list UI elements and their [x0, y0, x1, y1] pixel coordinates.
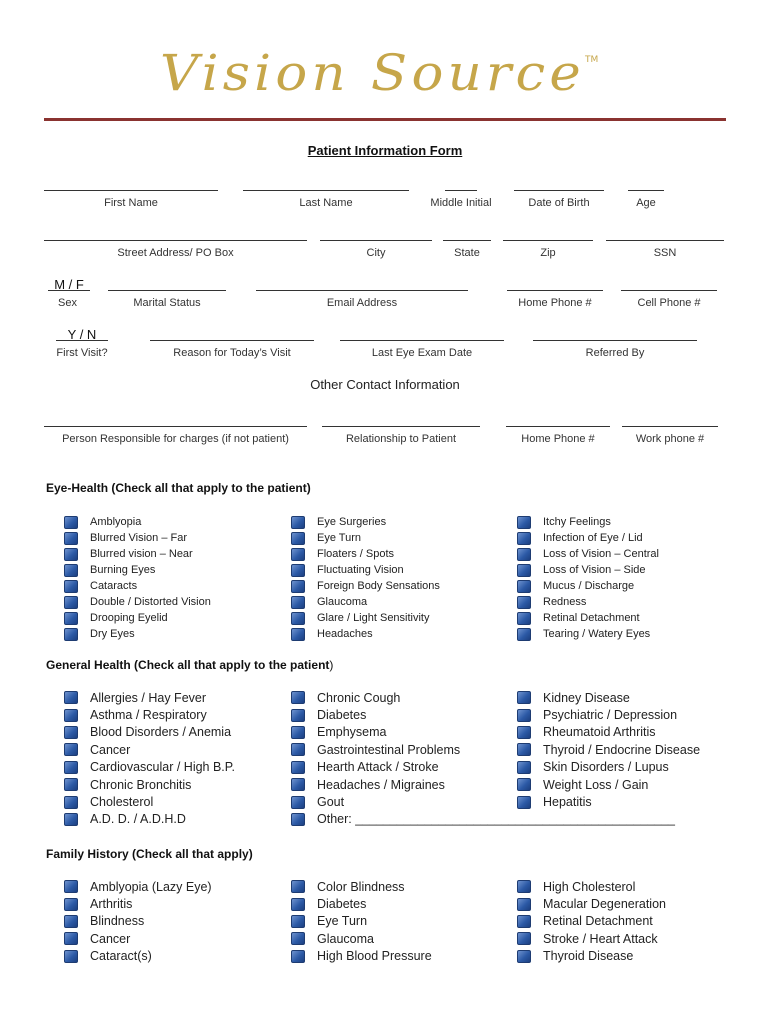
- street-address-label: Street Address/ PO Box: [117, 247, 234, 259]
- checkbox[interactable]: [64, 726, 78, 739]
- checkbox-label: Arthritis: [90, 897, 133, 912]
- checkbox[interactable]: [517, 612, 531, 625]
- general-health-col1-item[interactable]: [64, 776, 235, 793]
- checkbox-label: Glaucoma: [317, 931, 374, 946]
- header-divider: [44, 118, 726, 121]
- checkbox-label: Hepatitis: [543, 795, 592, 810]
- checkbox[interactable]: [517, 580, 531, 593]
- family-history-col1-item[interactable]: [64, 948, 212, 965]
- eye-health-col2-item[interactable]: [291, 514, 440, 530]
- eye-health-col3-item[interactable]: [517, 594, 659, 610]
- family-history-col3-item[interactable]: [517, 913, 666, 930]
- eye-health-col1-item[interactable]: [64, 594, 211, 610]
- marital-status-field[interactable]: [108, 279, 226, 309]
- eye-health-col3-item[interactable]: [517, 514, 659, 530]
- checkbox-label: Emphysema: [317, 725, 387, 740]
- work-phone-label: Work phone #: [635, 433, 705, 445]
- work-phone-line[interactable]: [622, 415, 718, 427]
- checkbox[interactable]: [517, 532, 531, 545]
- checkbox[interactable]: [64, 932, 78, 945]
- eye-health-col2-item[interactable]: [291, 610, 440, 626]
- general-health-col3-item[interactable]: [517, 741, 700, 758]
- checkbox[interactable]: [291, 743, 305, 756]
- checkbox-label: Psychiatric / Depression: [543, 708, 678, 723]
- checkbox[interactable]: [291, 691, 305, 704]
- zip-field[interactable]: [503, 229, 593, 259]
- checkbox[interactable]: [64, 778, 78, 791]
- checkbox-label: Redness: [543, 596, 587, 608]
- general-health-col1-item[interactable]: [64, 793, 235, 810]
- cell-phone-label: Cell Phone #: [637, 297, 701, 309]
- checkbox-label: High Blood Pressure: [317, 949, 432, 964]
- checkbox[interactable]: [291, 580, 305, 593]
- ssn-label: SSN: [653, 247, 677, 259]
- checkbox[interactable]: [517, 761, 531, 774]
- middle-initial-line[interactable]: [445, 179, 477, 191]
- checkbox-label: Diabetes: [317, 708, 367, 723]
- checkbox-label: Foreign Body Sensations: [317, 580, 440, 592]
- checkbox[interactable]: [64, 548, 78, 561]
- sex-value[interactable]: M / F: [48, 279, 90, 291]
- checkbox-label: Gastrointestinal Problems: [317, 742, 461, 757]
- checkbox-label: Cholesterol: [90, 795, 154, 810]
- city-field[interactable]: [320, 229, 432, 259]
- checkbox[interactable]: [291, 516, 305, 529]
- general-health-col2-item[interactable]: [291, 811, 675, 828]
- work-phone-field[interactable]: [622, 415, 718, 445]
- eye-health-col3-item[interactable]: [517, 530, 659, 546]
- general-health-col3-item[interactable]: [517, 724, 700, 741]
- marital-status-line[interactable]: [108, 279, 226, 291]
- reason-line[interactable]: [150, 329, 314, 341]
- general-health-col3-item[interactable]: [517, 793, 700, 810]
- city-label: City: [366, 247, 386, 259]
- checkbox[interactable]: [64, 516, 78, 529]
- general-health-title-text: General Health (Check all that apply to the patient: [46, 658, 330, 672]
- family-history-col3-item[interactable]: [517, 895, 666, 912]
- checkbox-label: Itchy Feelings: [543, 516, 611, 528]
- form-title: Patient Information Form: [307, 143, 463, 158]
- home-phone-field[interactable]: [507, 279, 603, 309]
- family-history-col2-item[interactable]: [291, 895, 432, 912]
- responsible-party-line[interactable]: [44, 415, 307, 427]
- checkbox-label: Dry Eyes: [90, 628, 135, 640]
- checkbox-label: Cancer: [90, 742, 131, 757]
- checkbox[interactable]: [64, 612, 78, 625]
- first-name-label: First Name: [104, 197, 158, 209]
- checkbox-label: Cataract(s): [90, 949, 152, 964]
- street-address-line[interactable]: [44, 229, 307, 241]
- other-home-phone-field[interactable]: [506, 415, 610, 445]
- eye-health-col1-item[interactable]: [64, 562, 211, 578]
- checkbox-label: Glare / Light Sensitivity: [317, 612, 430, 624]
- checkbox[interactable]: [64, 813, 78, 826]
- checkbox-label: Macular Degeneration: [543, 897, 666, 912]
- checkbox[interactable]: [517, 915, 531, 928]
- family-history-col3-item[interactable]: [517, 930, 666, 947]
- checkbox[interactable]: [517, 880, 531, 893]
- checkbox[interactable]: [64, 709, 78, 722]
- family-history-col2-item[interactable]: [291, 948, 432, 965]
- first-visit-value[interactable]: Y / N: [56, 329, 108, 341]
- checkbox[interactable]: [291, 596, 305, 609]
- checkbox-label: Double / Distorted Vision: [90, 596, 211, 608]
- checkbox[interactable]: [64, 596, 78, 609]
- checkbox[interactable]: [291, 612, 305, 625]
- checkbox-label: Headaches / Migraines: [317, 777, 445, 792]
- checkbox[interactable]: [291, 564, 305, 577]
- general-health-col1-item[interactable]: [64, 741, 235, 758]
- eye-health-col1-item[interactable]: [64, 578, 211, 594]
- zip-line[interactable]: [503, 229, 593, 241]
- other-home-phone-line[interactable]: [506, 415, 610, 427]
- checkbox-label: Loss of Vision – Side: [543, 564, 646, 576]
- eye-health-col2-item[interactable]: [291, 578, 440, 594]
- checkbox[interactable]: [291, 532, 305, 545]
- checkbox[interactable]: [64, 580, 78, 593]
- general-health-col3: [517, 689, 700, 811]
- checkbox[interactable]: [291, 932, 305, 945]
- checkbox[interactable]: [517, 898, 531, 911]
- eye-health-col2: [291, 514, 440, 642]
- checkbox[interactable]: [64, 880, 78, 893]
- last-exam-field[interactable]: [340, 329, 504, 359]
- checkbox[interactable]: [517, 548, 531, 561]
- checkbox[interactable]: [291, 796, 305, 809]
- general-health-col1-item[interactable]: [64, 689, 235, 706]
- referred-by-line[interactable]: [533, 329, 697, 341]
- zip-label: Zip: [540, 247, 556, 259]
- sex-label: Sex: [58, 297, 77, 309]
- checkbox[interactable]: [64, 743, 78, 756]
- checkbox[interactable]: [517, 564, 531, 577]
- last-exam-label: Last Eye Exam Date: [371, 347, 473, 359]
- checkbox[interactable]: [517, 932, 531, 945]
- dob-line[interactable]: [514, 179, 604, 191]
- general-health-title-end: ): [329, 658, 334, 672]
- checkbox[interactable]: [64, 898, 78, 911]
- last-exam-line[interactable]: [340, 329, 504, 341]
- checkbox-label: Loss of Vision – Central: [543, 548, 659, 560]
- dob-label: Date of Birth: [528, 197, 590, 209]
- first-visit-field[interactable]: [56, 329, 108, 359]
- relationship-line[interactable]: [322, 415, 480, 427]
- cell-phone-line[interactable]: [621, 279, 717, 291]
- checkbox[interactable]: [291, 709, 305, 722]
- checkbox[interactable]: [517, 709, 531, 722]
- checkbox[interactable]: [517, 596, 531, 609]
- checkbox-label: Kidney Disease: [543, 690, 630, 705]
- eye-health-col2-item[interactable]: [291, 546, 440, 562]
- checkbox[interactable]: [291, 813, 305, 826]
- checkbox-label: Chronic Bronchitis: [90, 777, 192, 792]
- checkbox-label: Stroke / Heart Attack: [543, 931, 658, 946]
- eye-health-title: Eye-Health (Check all that apply to the patient): [46, 481, 311, 495]
- checkbox[interactable]: [291, 950, 305, 963]
- checkbox[interactable]: [517, 950, 531, 963]
- checkbox-label: Gout: [317, 795, 345, 810]
- checkbox[interactable]: [64, 628, 78, 641]
- checkbox-label: Blindness: [90, 914, 145, 929]
- state-field[interactable]: [443, 229, 491, 259]
- checkbox[interactable]: [517, 691, 531, 704]
- checkbox[interactable]: [517, 726, 531, 739]
- checkbox-label: Burning Eyes: [90, 564, 156, 576]
- family-history-title: Family History (Check all that apply): [46, 847, 253, 861]
- ssn-line[interactable]: [606, 229, 724, 241]
- checkbox[interactable]: [291, 915, 305, 928]
- family-history-col2: [291, 878, 432, 965]
- logo-mark: [160, 40, 610, 102]
- eye-health-col1-item[interactable]: [64, 626, 211, 642]
- eye-health-col3: [517, 514, 659, 642]
- checkbox-label: Eye Turn: [317, 914, 368, 929]
- general-health-col1-item[interactable]: [64, 706, 235, 723]
- first-visit-label: First Visit?: [56, 347, 108, 359]
- eye-health-col1-item[interactable]: [64, 530, 211, 546]
- checkbox[interactable]: [517, 796, 531, 809]
- home-phone-line[interactable]: [507, 279, 603, 291]
- checkbox-label: Fluctuating Vision: [317, 564, 404, 576]
- eye-health-col2-item[interactable]: [291, 594, 440, 610]
- reason-label: Reason for Today’s Visit: [173, 347, 291, 359]
- general-health-col3-item[interactable]: [517, 759, 700, 776]
- vision-source-logo: [160, 40, 610, 102]
- family-history-col2-item[interactable]: [291, 930, 432, 947]
- family-history-col1-item[interactable]: [64, 895, 212, 912]
- middle-initial-field[interactable]: [428, 179, 494, 209]
- checkbox[interactable]: [517, 778, 531, 791]
- checkbox[interactable]: [291, 761, 305, 774]
- referred-by-label: Referred By: [585, 347, 645, 359]
- checkbox-label: Amblyopia: [90, 516, 142, 528]
- logo-wordmark: Vision Source: [160, 44, 585, 102]
- checkbox-label: Thyroid / Endocrine Disease: [543, 742, 701, 757]
- checkbox-label: Retinal Detachment: [543, 914, 653, 929]
- family-history-col3: [517, 878, 666, 965]
- checkbox-label: Headaches: [317, 628, 373, 640]
- cell-phone-field[interactable]: [621, 279, 717, 309]
- checkbox-label: Blood Disorders / Anemia: [90, 725, 232, 740]
- checkbox-label: Thyroid Disease: [543, 949, 634, 964]
- checkbox-label: Chronic Cough: [317, 690, 401, 705]
- eye-health-col2-item[interactable]: [291, 562, 440, 578]
- checkbox-label: Cataracts: [90, 580, 138, 592]
- checkbox[interactable]: [291, 628, 305, 641]
- checkbox-label: Skin Disorders / Lupus: [543, 760, 669, 775]
- eye-health-col3-item[interactable]: [517, 578, 659, 594]
- first-name-field[interactable]: [44, 179, 218, 209]
- checkbox-label: A.D. D. / A.D.H.D: [90, 812, 186, 827]
- checkbox-label: Amblyopia (Lazy Eye): [90, 879, 212, 894]
- marital-status-label: Marital Status: [133, 297, 201, 309]
- other-contact-title: Other Contact Information: [310, 377, 460, 392]
- state-label: State: [454, 247, 480, 259]
- home-phone-label: Home Phone #: [518, 297, 592, 309]
- checkbox-label: Blurred Vision – Far: [90, 532, 188, 544]
- family-history-col1: [64, 878, 212, 965]
- checkbox-label: Other: ______________________________________________: [317, 812, 675, 827]
- other-home-phone-label: Home Phone #: [521, 433, 595, 445]
- eye-health-col1-item[interactable]: [64, 546, 211, 562]
- family-history-col2-item[interactable]: [291, 913, 432, 930]
- checkbox[interactable]: [291, 898, 305, 911]
- checkbox-label: Tearing / Watery Eyes: [543, 628, 651, 640]
- last-name-field[interactable]: [243, 179, 409, 209]
- family-history-col3-item[interactable]: [517, 878, 666, 895]
- checkbox[interactable]: [517, 743, 531, 756]
- eye-health-col1-item[interactable]: [64, 610, 211, 626]
- checkbox-label: Diabetes: [317, 897, 367, 912]
- general-health-col1-item[interactable]: [64, 724, 235, 741]
- general-health-col3-item[interactable]: [517, 776, 700, 793]
- eye-health-col1: [64, 514, 211, 642]
- family-history-col1-item[interactable]: [64, 930, 212, 947]
- last-name-label: Last Name: [299, 197, 353, 209]
- eye-health-col3-item[interactable]: [517, 562, 659, 578]
- eye-health-col3-item[interactable]: [517, 626, 659, 642]
- sex-field[interactable]: [48, 279, 90, 309]
- checkbox-label: Eye Turn: [317, 532, 362, 544]
- general-health-title: [46, 658, 333, 672]
- first-name-line[interactable]: [44, 179, 218, 191]
- email-label: Email Address: [326, 297, 398, 309]
- responsible-party-field[interactable]: [44, 415, 307, 445]
- responsible-party-label: Person Responsible for charges (if not patient): [62, 433, 289, 445]
- checkbox[interactable]: [64, 532, 78, 545]
- eye-health-col1-item[interactable]: [64, 514, 211, 530]
- checkbox[interactable]: [291, 778, 305, 791]
- eye-health-col3-item[interactable]: [517, 546, 659, 562]
- checkbox-label: Cardiovascular / High B.P.: [90, 760, 235, 775]
- eye-health-col2-item[interactable]: [291, 626, 440, 642]
- checkbox-label: Blurred vision – Near: [90, 548, 193, 560]
- relationship-field[interactable]: [322, 415, 480, 445]
- general-health-col1: [64, 689, 235, 828]
- checkbox[interactable]: [291, 880, 305, 893]
- checkbox[interactable]: [291, 726, 305, 739]
- age-label: Age: [636, 197, 656, 209]
- checkbox-label: Weight Loss / Gain: [543, 777, 649, 792]
- family-history-col3-item[interactable]: [517, 948, 666, 965]
- relationship-label: Relationship to Patient: [345, 433, 457, 445]
- logo-trademark: TM: [585, 55, 599, 65]
- general-health-col1-item[interactable]: [64, 811, 235, 828]
- checkbox-label: Mucus / Discharge: [543, 580, 635, 592]
- checkbox-label: Cancer: [90, 931, 131, 946]
- eye-health-col2-item[interactable]: [291, 530, 440, 546]
- email-field[interactable]: [256, 279, 468, 309]
- checkbox[interactable]: [64, 761, 78, 774]
- general-health-col3-item[interactable]: [517, 689, 700, 706]
- state-line[interactable]: [443, 229, 491, 241]
- checkbox[interactable]: [64, 564, 78, 577]
- checkbox[interactable]: [517, 516, 531, 529]
- middle-initial-label: Middle Initial: [430, 197, 492, 209]
- family-history-col1-item[interactable]: [64, 878, 212, 895]
- general-health-col1-item[interactable]: [64, 759, 235, 776]
- checkbox-label: Asthma / Respiratory: [90, 708, 207, 723]
- general-health-col3-item[interactable]: [517, 706, 700, 723]
- checkbox-label: Infection of Eye / Lid: [543, 532, 643, 544]
- street-address-field[interactable]: [44, 229, 307, 259]
- dob-field[interactable]: [514, 179, 604, 209]
- referred-by-field[interactable]: [533, 329, 697, 359]
- last-name-line[interactable]: [243, 179, 409, 191]
- checkbox[interactable]: [64, 915, 78, 928]
- checkbox-label: High Cholesterol: [543, 879, 636, 894]
- city-line[interactable]: [320, 229, 432, 241]
- eye-health-col3-item[interactable]: [517, 610, 659, 626]
- checkbox-label: Floaters / Spots: [317, 548, 395, 560]
- checkbox-label: Drooping Eyelid: [90, 612, 168, 624]
- checkbox[interactable]: [517, 628, 531, 641]
- checkbox[interactable]: [64, 691, 78, 704]
- family-history-col1-item[interactable]: [64, 913, 212, 930]
- age-field[interactable]: [628, 179, 664, 209]
- family-history-col2-item[interactable]: [291, 878, 432, 895]
- email-line[interactable]: [256, 279, 468, 291]
- checkbox-label: Rheumatoid Arthritis: [543, 725, 656, 740]
- checkbox-label: Color Blindness: [317, 879, 405, 894]
- checkbox[interactable]: [64, 950, 78, 963]
- checkbox[interactable]: [291, 548, 305, 561]
- checkbox-label: Hearth Attack / Stroke: [317, 760, 439, 775]
- age-line[interactable]: [628, 179, 664, 191]
- checkbox[interactable]: [64, 796, 78, 809]
- checkbox-label: Allergies / Hay Fever: [90, 690, 207, 705]
- checkbox-label: Glaucoma: [317, 596, 368, 608]
- reason-field[interactable]: [150, 329, 314, 359]
- checkbox-label: Eye Surgeries: [317, 516, 387, 528]
- checkbox-label: Retinal Detachment: [543, 612, 640, 624]
- ssn-field[interactable]: [606, 229, 724, 259]
